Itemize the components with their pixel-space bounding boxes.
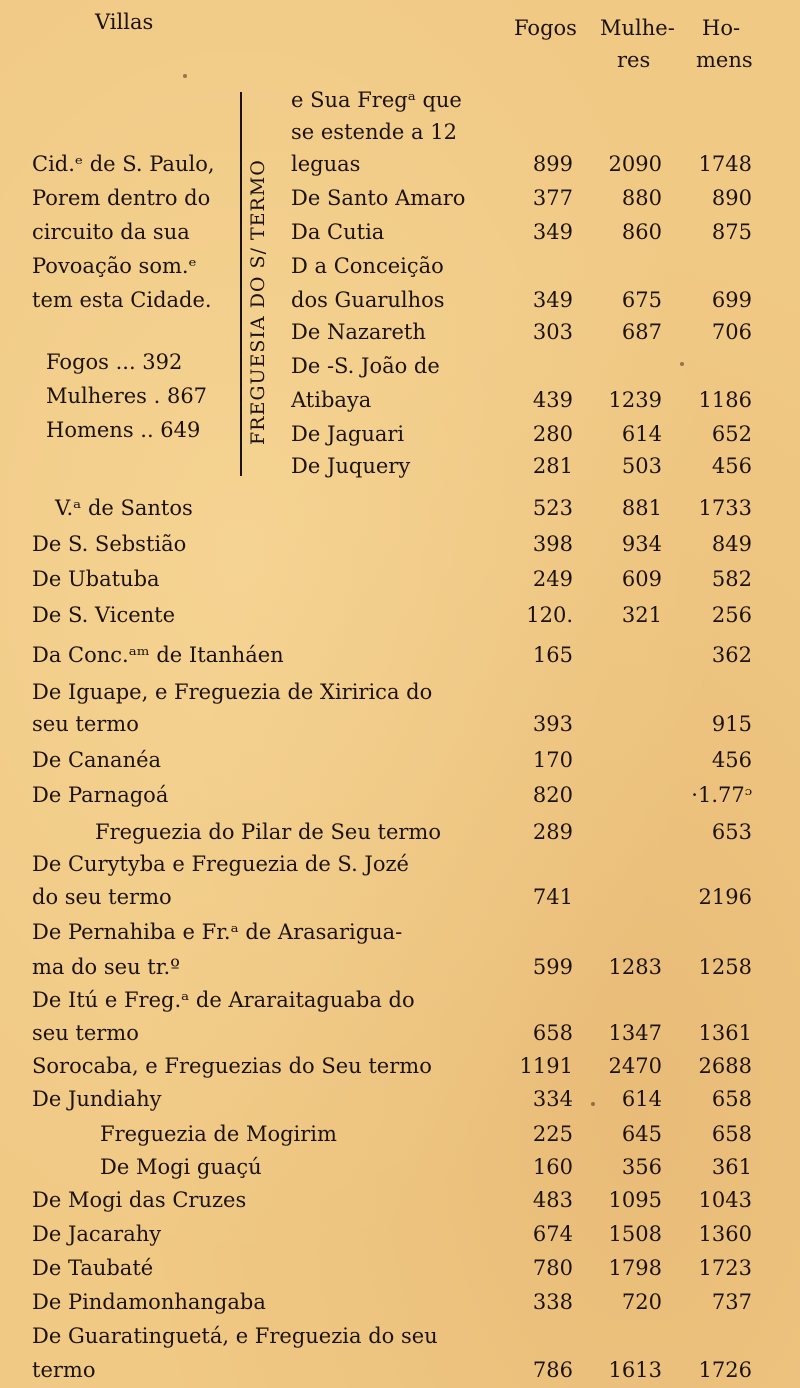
villa-name-line: De S. Sebstião (32, 532, 187, 556)
fogos-value: 674 (532, 1222, 573, 1246)
header-mulheres-line2: res (617, 48, 651, 72)
fogos-value: 398 (532, 532, 573, 556)
villa-name-line: De Taubaté (32, 1256, 154, 1280)
villa-name-line: Freguezia do Pilar de Seu termo (95, 820, 441, 844)
homens-value: 1360 (698, 1222, 752, 1246)
homens-value: 875 (711, 220, 752, 244)
villa-name-line: De Pernahiba e Fr.ᵃ de Arasarigua- (32, 920, 403, 944)
homens-value: 1361 (698, 1021, 752, 1045)
city-note-line: Cid.ᵉ de S. Paulo, (32, 152, 215, 176)
homens-value: 706 (711, 320, 752, 344)
header-mulheres-line1: Mulhe- (600, 16, 675, 40)
villa-name-line: De Jundiahy (32, 1087, 162, 1111)
freguesia-name-line: se estende a 12 (291, 120, 457, 144)
mulheres-value: 860 (621, 220, 662, 244)
homens-value: 361 (711, 1155, 752, 1179)
mulheres-value: 675 (621, 288, 662, 312)
homens-value: 658 (711, 1122, 752, 1146)
homens-value: 658 (711, 1087, 752, 1111)
villa-name-line: De Jacarahy (32, 1222, 162, 1246)
homens-value: 1723 (698, 1256, 752, 1280)
fogos-value: 786 (532, 1358, 573, 1382)
villa-name-line: do seu termo (32, 885, 172, 909)
homens-value: 699 (711, 288, 752, 312)
freguesia-name-line: leguas (291, 152, 361, 176)
mulheres-value: 614 (621, 1087, 662, 1111)
homens-value: 582 (711, 567, 752, 591)
bracket-line (240, 92, 242, 476)
fogos-value: 334 (532, 1087, 573, 1111)
villa-name-line: De Curytyba e Freguezia de S. Jozé (32, 852, 409, 876)
city-note-line: circuito da sua (32, 220, 190, 244)
homens-value: 737 (711, 1290, 752, 1314)
mulheres-value: 2470 (608, 1054, 662, 1078)
villa-name-line: V.ᵃ de Santos (55, 496, 193, 520)
city-fogos: Fogos ... 392 (46, 350, 183, 374)
villa-name-line: seu termo (32, 712, 139, 736)
header-villas: Villas (95, 10, 154, 34)
homens-value: 456 (711, 748, 752, 772)
homens-value: 849 (711, 532, 752, 556)
villa-name-line: De Cananéa (32, 748, 162, 772)
villa-name-line: De S. Vicente (32, 603, 176, 627)
villa-name-line: termo (32, 1358, 96, 1382)
mulheres-value: 1095 (608, 1188, 662, 1212)
fogos-value: 780 (532, 1256, 573, 1280)
freguesia-name-line: Atibaya (291, 388, 372, 412)
villa-name-line: De Iguape, e Freguezia de Xiririca do (32, 680, 433, 704)
homens-value: 362 (711, 643, 752, 667)
fogos-value: 289 (532, 820, 573, 844)
homens-value: 2196 (698, 885, 752, 909)
freguesia-name-line: e Sua Fregᵃ que (291, 88, 462, 112)
city-note-line: Porem dentro do (32, 186, 211, 210)
villa-name-line: seu termo (32, 1021, 139, 1045)
freguesia-name-line: De -S. João de (291, 354, 440, 378)
fogos-value: 377 (532, 186, 573, 210)
city-mulheres: Mulheres . 867 (46, 384, 208, 408)
villa-name-line: De Itú e Freg.ᵃ de Araraitaguaba do (32, 988, 415, 1012)
homens-value: 652 (711, 422, 752, 446)
paper-speck (591, 1102, 595, 1106)
fogos-value: 165 (532, 643, 573, 667)
fogos-value: 658 (532, 1021, 573, 1045)
fogos-value: 249 (532, 567, 573, 591)
fogos-value: 820 (532, 783, 573, 807)
fogos-value: 599 (532, 955, 573, 979)
fogos-value: 280 (532, 422, 573, 446)
city-note-line: tem esta Cidade. (32, 288, 212, 312)
mulheres-value: 614 (621, 422, 662, 446)
fogos-value: 741 (532, 885, 573, 909)
fogos-value: 439 (532, 388, 573, 412)
villa-name-line: ma do seu tr.º (32, 955, 180, 979)
mulheres-value: 609 (621, 567, 662, 591)
fogos-value: 281 (532, 454, 573, 478)
mulheres-value: 1347 (608, 1021, 662, 1045)
mulheres-value: 1239 (608, 388, 662, 412)
header-homens-line1: Ho- (702, 16, 741, 40)
fogos-value: 225 (532, 1122, 573, 1146)
villa-name-line: Sorocaba, e Freguezias do Seu termo (32, 1054, 432, 1078)
homens-value: 653 (711, 820, 752, 844)
villa-name-line: Freguezia de Mogirim (100, 1122, 337, 1146)
mulheres-value: 321 (621, 603, 662, 627)
mulheres-value: 881 (621, 496, 662, 520)
homens-value: 890 (711, 186, 752, 210)
freguesia-name-line: D a Conceição (291, 254, 444, 278)
freguesia-name-line: dos Guarulhos (291, 288, 445, 312)
paper-speck (680, 362, 684, 366)
homens-value: 915 (711, 712, 752, 736)
mulheres-value: 645 (621, 1122, 662, 1146)
city-homens: Homens .. 649 (46, 418, 201, 442)
villa-name-line: Da Conc.ᵃᵐ de Itanháen (32, 643, 284, 667)
freguesia-name-line: De Nazareth (291, 320, 426, 344)
mulheres-value: 1283 (608, 955, 662, 979)
mulheres-value: 934 (621, 532, 662, 556)
mulheres-value: 880 (621, 186, 662, 210)
homens-value: 1186 (698, 388, 752, 412)
fogos-value: 303 (532, 320, 573, 344)
mulheres-value: 1613 (608, 1358, 662, 1382)
villa-name-line: De Mogi das Cruzes (32, 1188, 247, 1212)
mulheres-value: 720 (621, 1290, 662, 1314)
fogos-value: 349 (532, 220, 573, 244)
homens-value: 2688 (698, 1054, 752, 1078)
homens-value: 1258 (698, 955, 752, 979)
freguesia-name-line: De Jaguari (291, 422, 405, 446)
villa-name-line: De Guaratinguetá, e Freguezia do seu (32, 1324, 438, 1348)
freguesia-name-line: De Juquery (291, 454, 411, 478)
fogos-value: 170 (532, 748, 573, 772)
villa-name-line: De Pindamonhangaba (32, 1290, 266, 1314)
fogos-value: 160 (532, 1155, 573, 1179)
fogos-value: 338 (532, 1290, 573, 1314)
paper-speck (183, 74, 187, 78)
fogos-value: 483 (532, 1188, 573, 1212)
fogos-value: 523 (532, 496, 573, 520)
header-homens-line2: mens (696, 48, 753, 72)
villa-name-line: De Parnagoá (32, 783, 169, 807)
villa-name-line: De Ubatuba (32, 567, 160, 591)
mulheres-value: 1798 (608, 1256, 662, 1280)
homens-value: 1748 (698, 152, 752, 176)
header-fogos: Fogos (514, 16, 577, 40)
homens-value: 456 (711, 454, 752, 478)
mulheres-value: 2090 (608, 152, 662, 176)
mulheres-value: 1508 (608, 1222, 662, 1246)
homens-value: 256 (711, 603, 752, 627)
homens-value: 1733 (698, 496, 752, 520)
fogos-value: 1191 (519, 1054, 573, 1078)
mulheres-value: 503 (621, 454, 662, 478)
villa-name-line: De Mogi guaçú (100, 1155, 262, 1179)
vertical-freguesia-label: FREGUESIA DO S/ TERMO (247, 159, 269, 445)
city-note-line: Povoação som.ᵉ (32, 254, 197, 278)
homens-value: ·1.77ᵓ (691, 783, 752, 807)
freguesia-name-line: De Santo Amaro (291, 186, 466, 210)
mulheres-value: 687 (621, 320, 662, 344)
mulheres-value: 356 (621, 1155, 662, 1179)
fogos-value: 393 (532, 712, 573, 736)
fogos-value: 899 (532, 152, 573, 176)
fogos-value: 120. (526, 603, 573, 627)
fogos-value: 349 (532, 288, 573, 312)
homens-value: 1043 (698, 1188, 752, 1212)
homens-value: 1726 (698, 1358, 752, 1382)
freguesia-name-line: Da Cutia (291, 220, 385, 244)
